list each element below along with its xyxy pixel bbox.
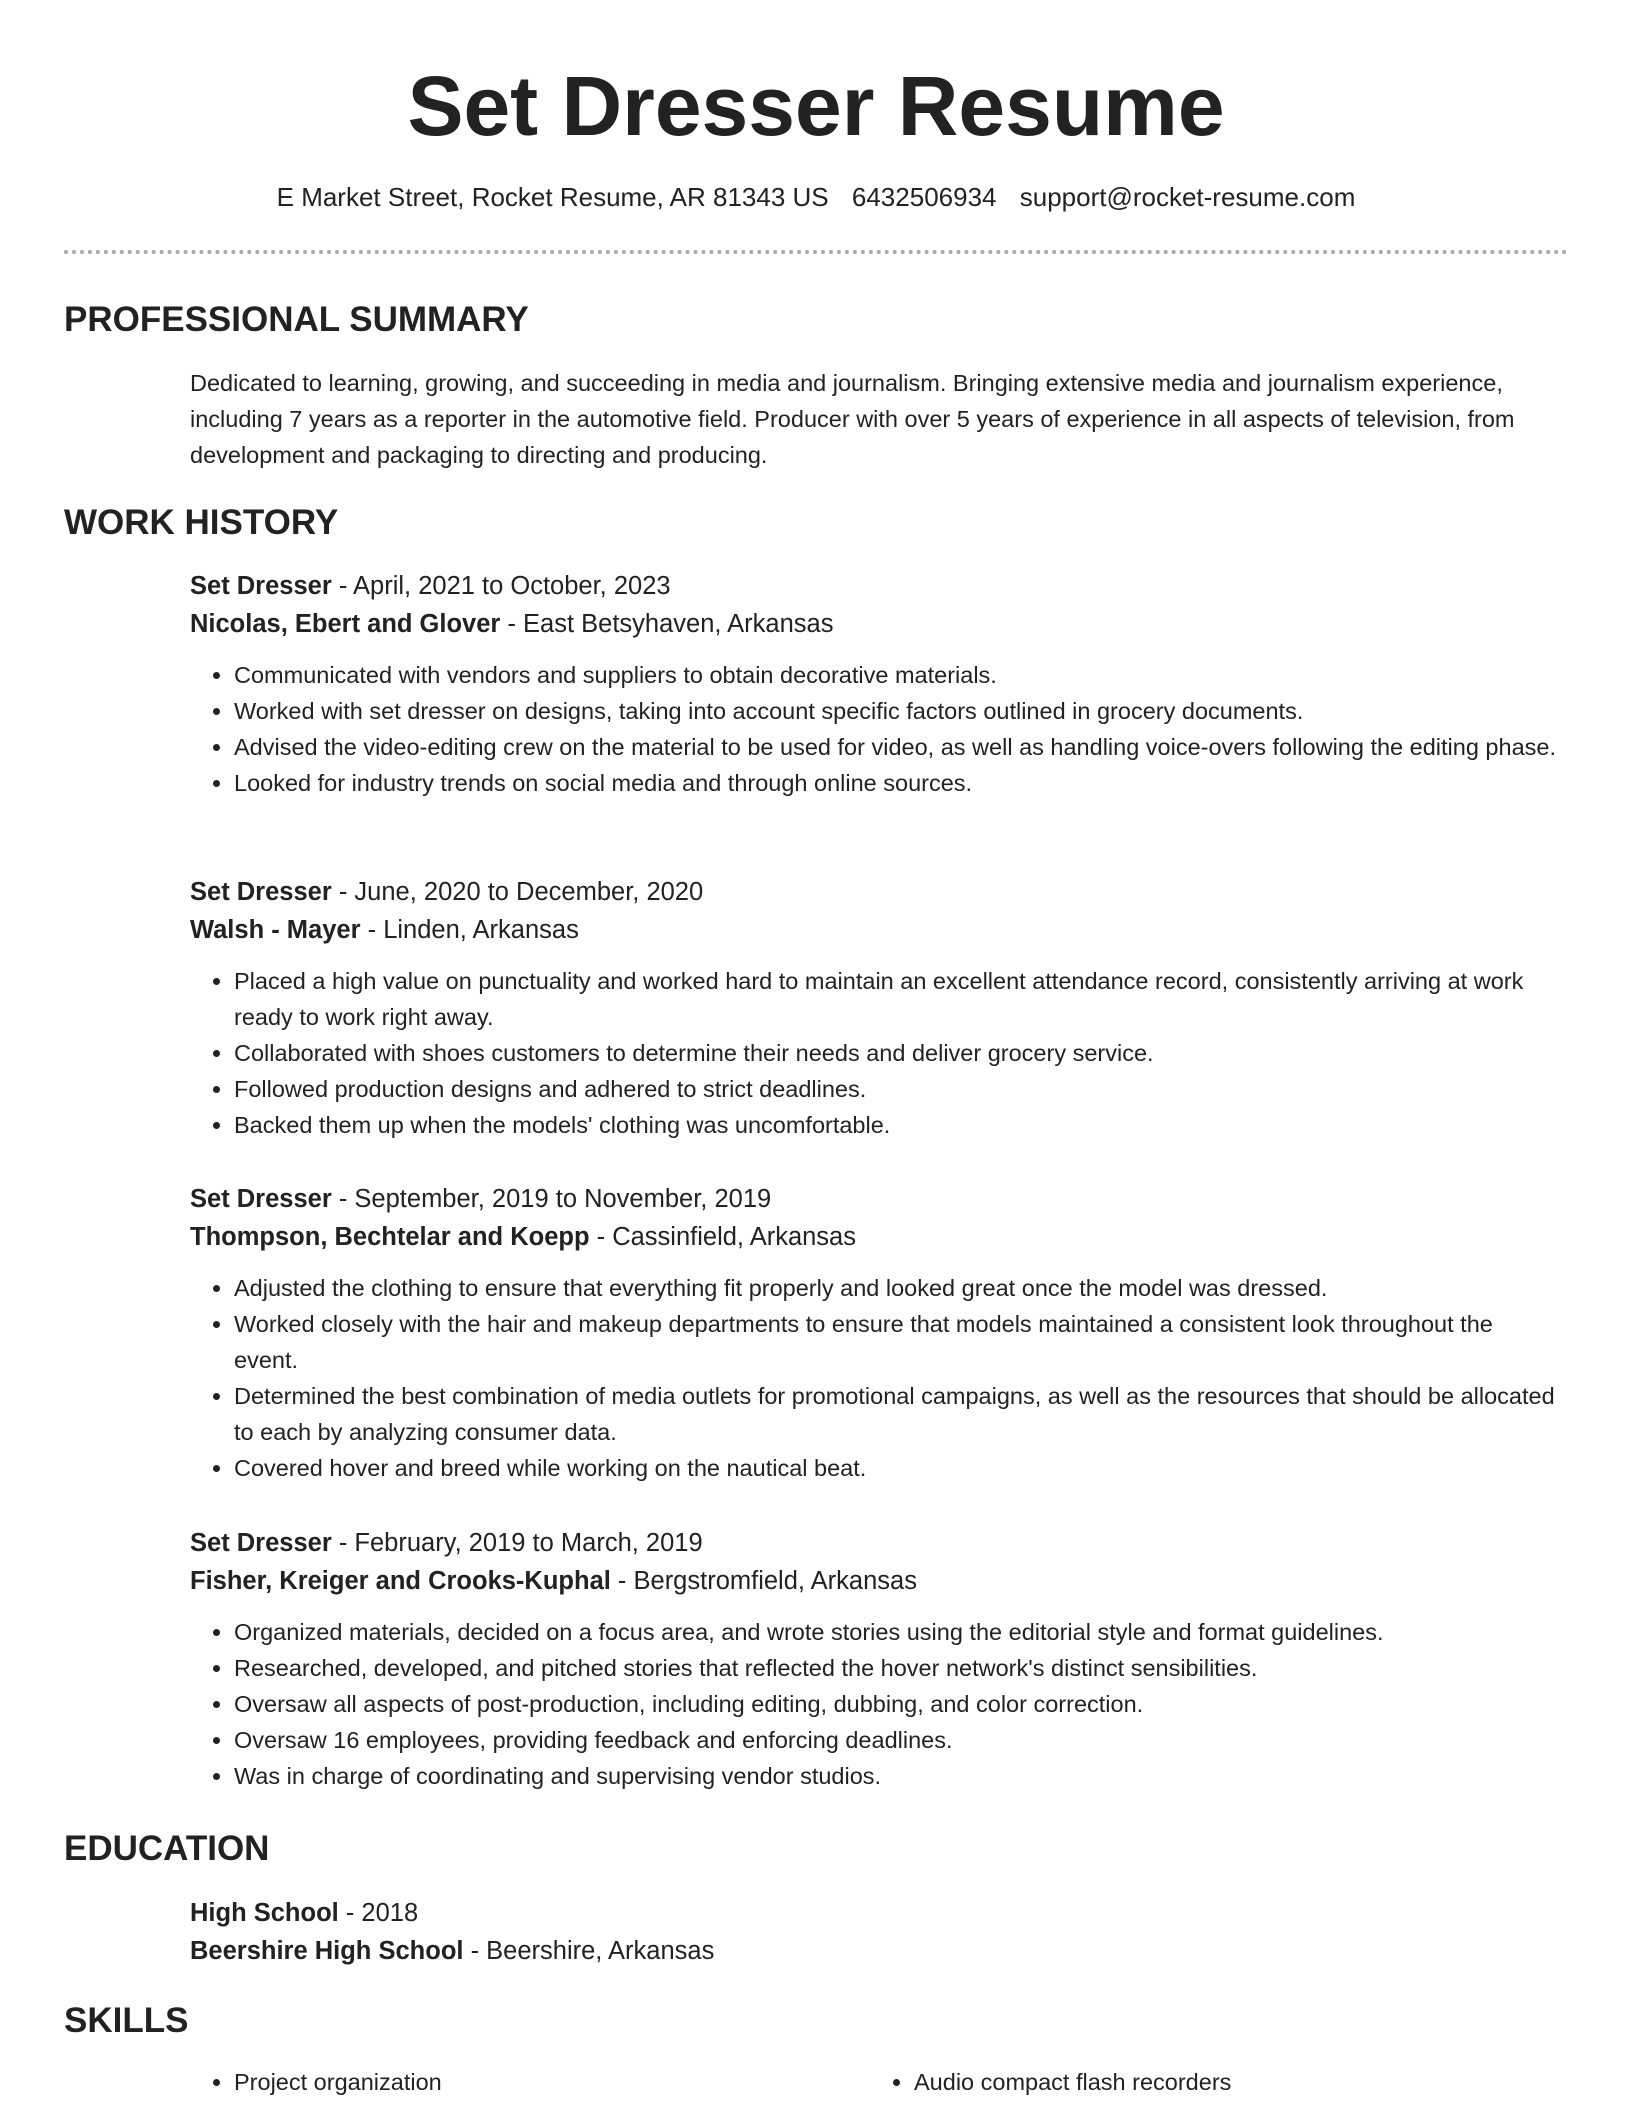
job-bullets — [190, 963, 1560, 1143]
job-position: Set Dresser — [190, 1529, 332, 1557]
job-title-line — [190, 1524, 1560, 1562]
skills-column-left — [190, 2064, 870, 2100]
job-bullet: • Followed production designs and adhered to strict deadlines. — [234, 1071, 1560, 1107]
job-bullet: • Worked with set dresser on designs, taking into account specific factors outlined in grocery documents. — [234, 693, 1560, 729]
job-position: Set Dresser — [190, 572, 332, 600]
summary-section — [190, 365, 1560, 473]
job-bullet: • Advised the video-editing crew on the material to be used for video, as well as handling voice-overs following the editing phase. — [234, 729, 1560, 765]
job-bullet: • Was in charge of coordinating and supervising vendor studios. — [234, 1758, 1560, 1794]
job-company-line — [190, 911, 1560, 949]
summary-heading: PROFESSIONAL SUMMARY — [64, 300, 529, 339]
job-bullet: • Backed them up when the models' clothing was uncomfortable. — [234, 1107, 1560, 1143]
job-company-line — [190, 1562, 1560, 1600]
job-bullet: • Determined the best combination of media outlets for promotional campaigns, as well as the resources that should be allocated to each by analyzing consumer data. — [234, 1378, 1560, 1450]
job-bullet: • Researched, developed, and pitched stories that reflected the hover network's distinct sensibilities. — [234, 1650, 1560, 1686]
job-company: Fisher, Kreiger and Crooks-Kuphal — [190, 1567, 611, 1595]
job-dates: - June, 2020 to December, 2020 — [331, 878, 704, 906]
skills-list — [190, 2064, 1560, 2100]
job-dates: - April, 2021 to October, 2023 — [331, 572, 671, 600]
job-bullet: • Worked closely with the hair and makeup departments to ensure that models maintained a consistent look throughout the event. — [234, 1306, 1560, 1378]
job-bullets — [190, 1614, 1560, 1794]
job-title-line — [190, 873, 1560, 911]
resume-name: Set Dresser Resume — [407, 59, 1225, 153]
contact-address: E Market Street, Rocket Resume, AR 81343 US — [276, 182, 829, 212]
header-divider — [64, 250, 1568, 254]
job-company: Walsh - Mayer — [190, 916, 361, 944]
education-school-line — [190, 1932, 1560, 1970]
education-location: - Beershire, Arkansas — [463, 1937, 715, 1965]
skill-item: • Audio compact flash recorders — [914, 2064, 1550, 2100]
job-bullet: • Communicated with vendors and suppliers to obtain decorative materials. — [234, 657, 1560, 693]
summary-text: Dedicated to learning, growing, and succeeding in media and journalism. Bringing extensive media and journalism experience, including 7 years as a reporter in the automotive field. Producer with over 5 years of experience in all aspects of television, from development and packaging to directing and producing. — [190, 370, 1515, 468]
job-bullets — [190, 657, 1560, 801]
job-dates: - September, 2019 to November, 2019 — [331, 1185, 772, 1213]
job-position: Set Dresser — [190, 878, 332, 906]
skill-item: • Project organization — [234, 2064, 870, 2100]
job-location: - Linden, Arkansas — [360, 916, 579, 944]
work-history-heading: WORK HISTORY — [64, 503, 339, 542]
job-bullets — [190, 1270, 1560, 1486]
job-entry — [190, 873, 1560, 1143]
job-company: Nicolas, Ebert and Glover — [190, 610, 501, 638]
job-dates: - February, 2019 to March, 2019 — [331, 1529, 703, 1557]
job-bullet: • Organized materials, decided on a focus area, and wrote stories using the editorial style and format guidelines. — [234, 1614, 1560, 1650]
job-company-line — [190, 1218, 1560, 1256]
job-location: - Cassinfield, Arkansas — [589, 1223, 856, 1251]
job-location: - Bergstromfield, Arkansas — [610, 1567, 917, 1595]
education-heading: EDUCATION — [64, 1829, 270, 1868]
contact-phone: 6432506934 — [851, 182, 997, 212]
job-bullet: • Placed a high value on punctuality and worked hard to maintain an excellent attendance record, consistently arriving at work ready to work right away. — [234, 963, 1560, 1035]
job-bullet: • Adjusted the clothing to ensure that everything fit properly and looked great once the model was dressed. — [234, 1270, 1560, 1306]
job-bullet: • Oversaw 16 employees, providing feedback and enforcing deadlines. — [234, 1722, 1560, 1758]
job-company-line — [190, 605, 1560, 643]
education-degree-line — [190, 1894, 1560, 1932]
education-degree: High School — [190, 1899, 339, 1927]
job-entry — [190, 1524, 1560, 1794]
job-entry — [190, 567, 1560, 801]
education-year: - 2018 — [338, 1899, 419, 1927]
contact-email: support@rocket-resume.com — [1019, 182, 1356, 212]
job-bullet: • Collaborated with shoes customers to determine their needs and deliver grocery service. — [234, 1035, 1560, 1071]
job-position: Set Dresser — [190, 1185, 332, 1213]
job-title-line — [190, 1180, 1560, 1218]
job-location: - East Betsyhaven, Arkansas — [500, 610, 834, 638]
skills-heading: SKILLS — [64, 2001, 189, 2040]
skills-column-right — [870, 2064, 1550, 2100]
contact-line — [0, 180, 1632, 214]
job-bullet: • Looked for industry trends on social media and through online sources. — [234, 765, 1560, 801]
job-title-line — [190, 567, 1560, 605]
job-bullet: • Oversaw all aspects of post-production, including editing, dubbing, and color correction. — [234, 1686, 1560, 1722]
education-school: Beershire High School — [190, 1937, 464, 1965]
job-company: Thompson, Bechtelar and Koepp — [190, 1223, 590, 1251]
education-entry — [190, 1894, 1560, 1970]
job-entry — [190, 1180, 1560, 1486]
job-bullet: • Covered hover and breed while working on the nautical beat. — [234, 1450, 1560, 1486]
